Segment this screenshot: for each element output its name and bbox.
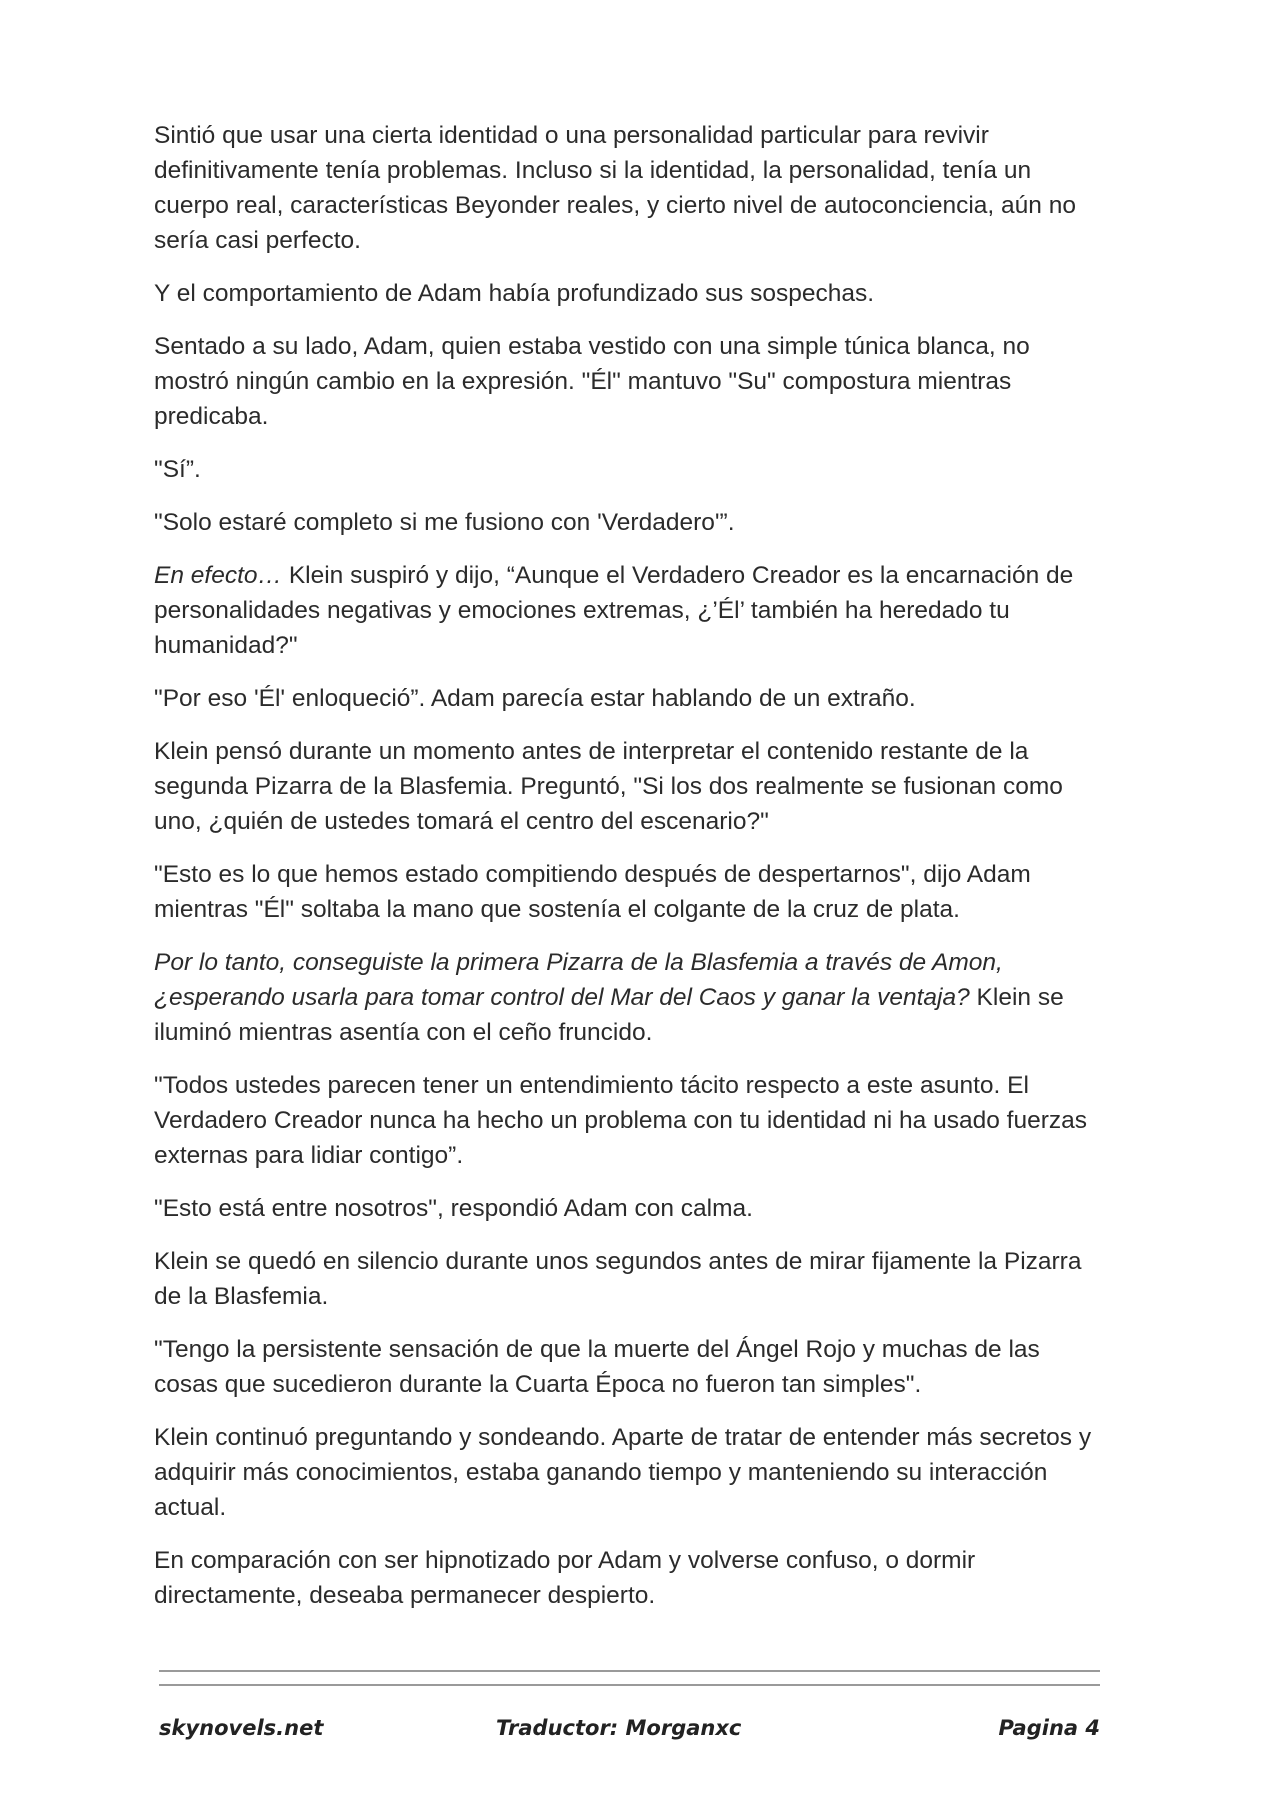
paragraph bbox=[154, 1068, 1104, 1173]
text-run: "Solo estaré completo si me fusiono con 'Verdadero'”. bbox=[154, 509, 735, 536]
paragraph bbox=[154, 734, 1104, 839]
text-run: Sentado a su lado, Adam, quien estaba vestido con una simple túnica blanca, no mostró ningún cambio en la expresión. "Él" mantuvo "Su" compostura mientras predicaba. bbox=[154, 333, 1030, 430]
paragraph bbox=[154, 329, 1104, 434]
text-run: "Sí”. bbox=[154, 456, 201, 483]
footer-translator: Traductor: Morganxc bbox=[496, 1716, 742, 1740]
footer-divider-bottom bbox=[159, 1684, 1100, 1686]
footer-divider-top bbox=[159, 1670, 1100, 1672]
paragraph bbox=[154, 118, 1104, 258]
text-run: "Todos ustedes parecen tener un entendimiento tácito respecto a este asunto. El Verdadero Creador nunca ha hecho un problema con tu identidad ni ha usado fuerzas externas para lidiar contigo”. bbox=[154, 1072, 1088, 1169]
footer-site: skynovels.net bbox=[159, 1716, 324, 1740]
body-text bbox=[154, 118, 1104, 1631]
paragraph bbox=[154, 1420, 1104, 1525]
text-run: Klein se iluminó mientras asentía con el ceño fruncido. bbox=[154, 984, 1064, 1046]
paragraph bbox=[154, 857, 1104, 927]
text-run: En comparación con ser hipnotizado por Adam y volverse confuso, o dormir directamente, deseaba permanecer despierto. bbox=[154, 1547, 976, 1609]
italic-text: En efecto… bbox=[154, 562, 283, 589]
text-run: Klein continuó preguntando y sondeando. Aparte de tratar de entender más secretos y adquirir más conocimientos, estaba ganando tiempo y manteniendo su interacción actual. bbox=[154, 1424, 1092, 1521]
paragraph bbox=[154, 1191, 1104, 1226]
paragraph bbox=[154, 276, 1104, 311]
paragraph bbox=[154, 505, 1104, 540]
paragraph bbox=[154, 681, 1104, 716]
paragraph bbox=[154, 1332, 1104, 1402]
page-footer bbox=[159, 1716, 1100, 1750]
text-run: "Tengo la persistente sensación de que la muerte del Ángel Rojo y muchas de las cosas que sucedieron durante la Cuarta Época no fueron tan simples". bbox=[154, 1336, 1040, 1398]
text-run: "Esto es lo que hemos estado compitiendo después de despertarnos", dijo Adam mientras "Él" soltaba la mano que sostenía el colgante de la cruz de plata. bbox=[154, 861, 1031, 923]
text-run: Sintió que usar una cierta identidad o una personalidad particular para revivir definitivamente tenía problemas. Incluso si la identidad, la personalidad, tenía un cuerpo real, características Beyonder reales, y cierto nivel de autoconciencia, aún no sería casi perfecto. bbox=[154, 122, 1076, 254]
text-run: Klein pensó durante un momento antes de interpretar el contenido restante de la segunda Pizarra de la Blasfemia. Preguntó, "Si los dos realmente se fusionan como uno, ¿quién de ustedes tomará el centro del escenario?" bbox=[154, 738, 1063, 835]
text-run: Klein se quedó en silencio durante unos segundos antes de mirar fijamente la Pizarra de la Blasfemia. bbox=[154, 1248, 1082, 1310]
text-run: Y el comportamiento de Adam había profundizado sus sospechas. bbox=[154, 280, 875, 307]
paragraph bbox=[154, 452, 1104, 487]
italic-text: Por lo tanto, conseguiste la primera Pizarra de la Blasfemia a través de Amon, ¿esperando usarla para tomar control del Mar del Caos y ganar la ventaja? bbox=[154, 949, 1003, 1011]
paragraph bbox=[154, 558, 1104, 663]
paragraph bbox=[154, 1244, 1104, 1314]
paragraph bbox=[154, 945, 1104, 1050]
text-run: "Por eso 'Él' enloqueció”. Adam parecía estar hablando de un extraño. bbox=[154, 685, 916, 712]
text-run: Klein suspiró y dijo, “Aunque el Verdadero Creador es la encarnación de personalidades negativas y emociones extremas, ¿’Él’ también ha heredado tu humanidad?" bbox=[154, 562, 1074, 659]
text-run: "Esto está entre nosotros", respondió Adam con calma. bbox=[154, 1195, 753, 1222]
footer-page-number: Pagina 4 bbox=[998, 1716, 1100, 1740]
paragraph bbox=[154, 1543, 1104, 1613]
